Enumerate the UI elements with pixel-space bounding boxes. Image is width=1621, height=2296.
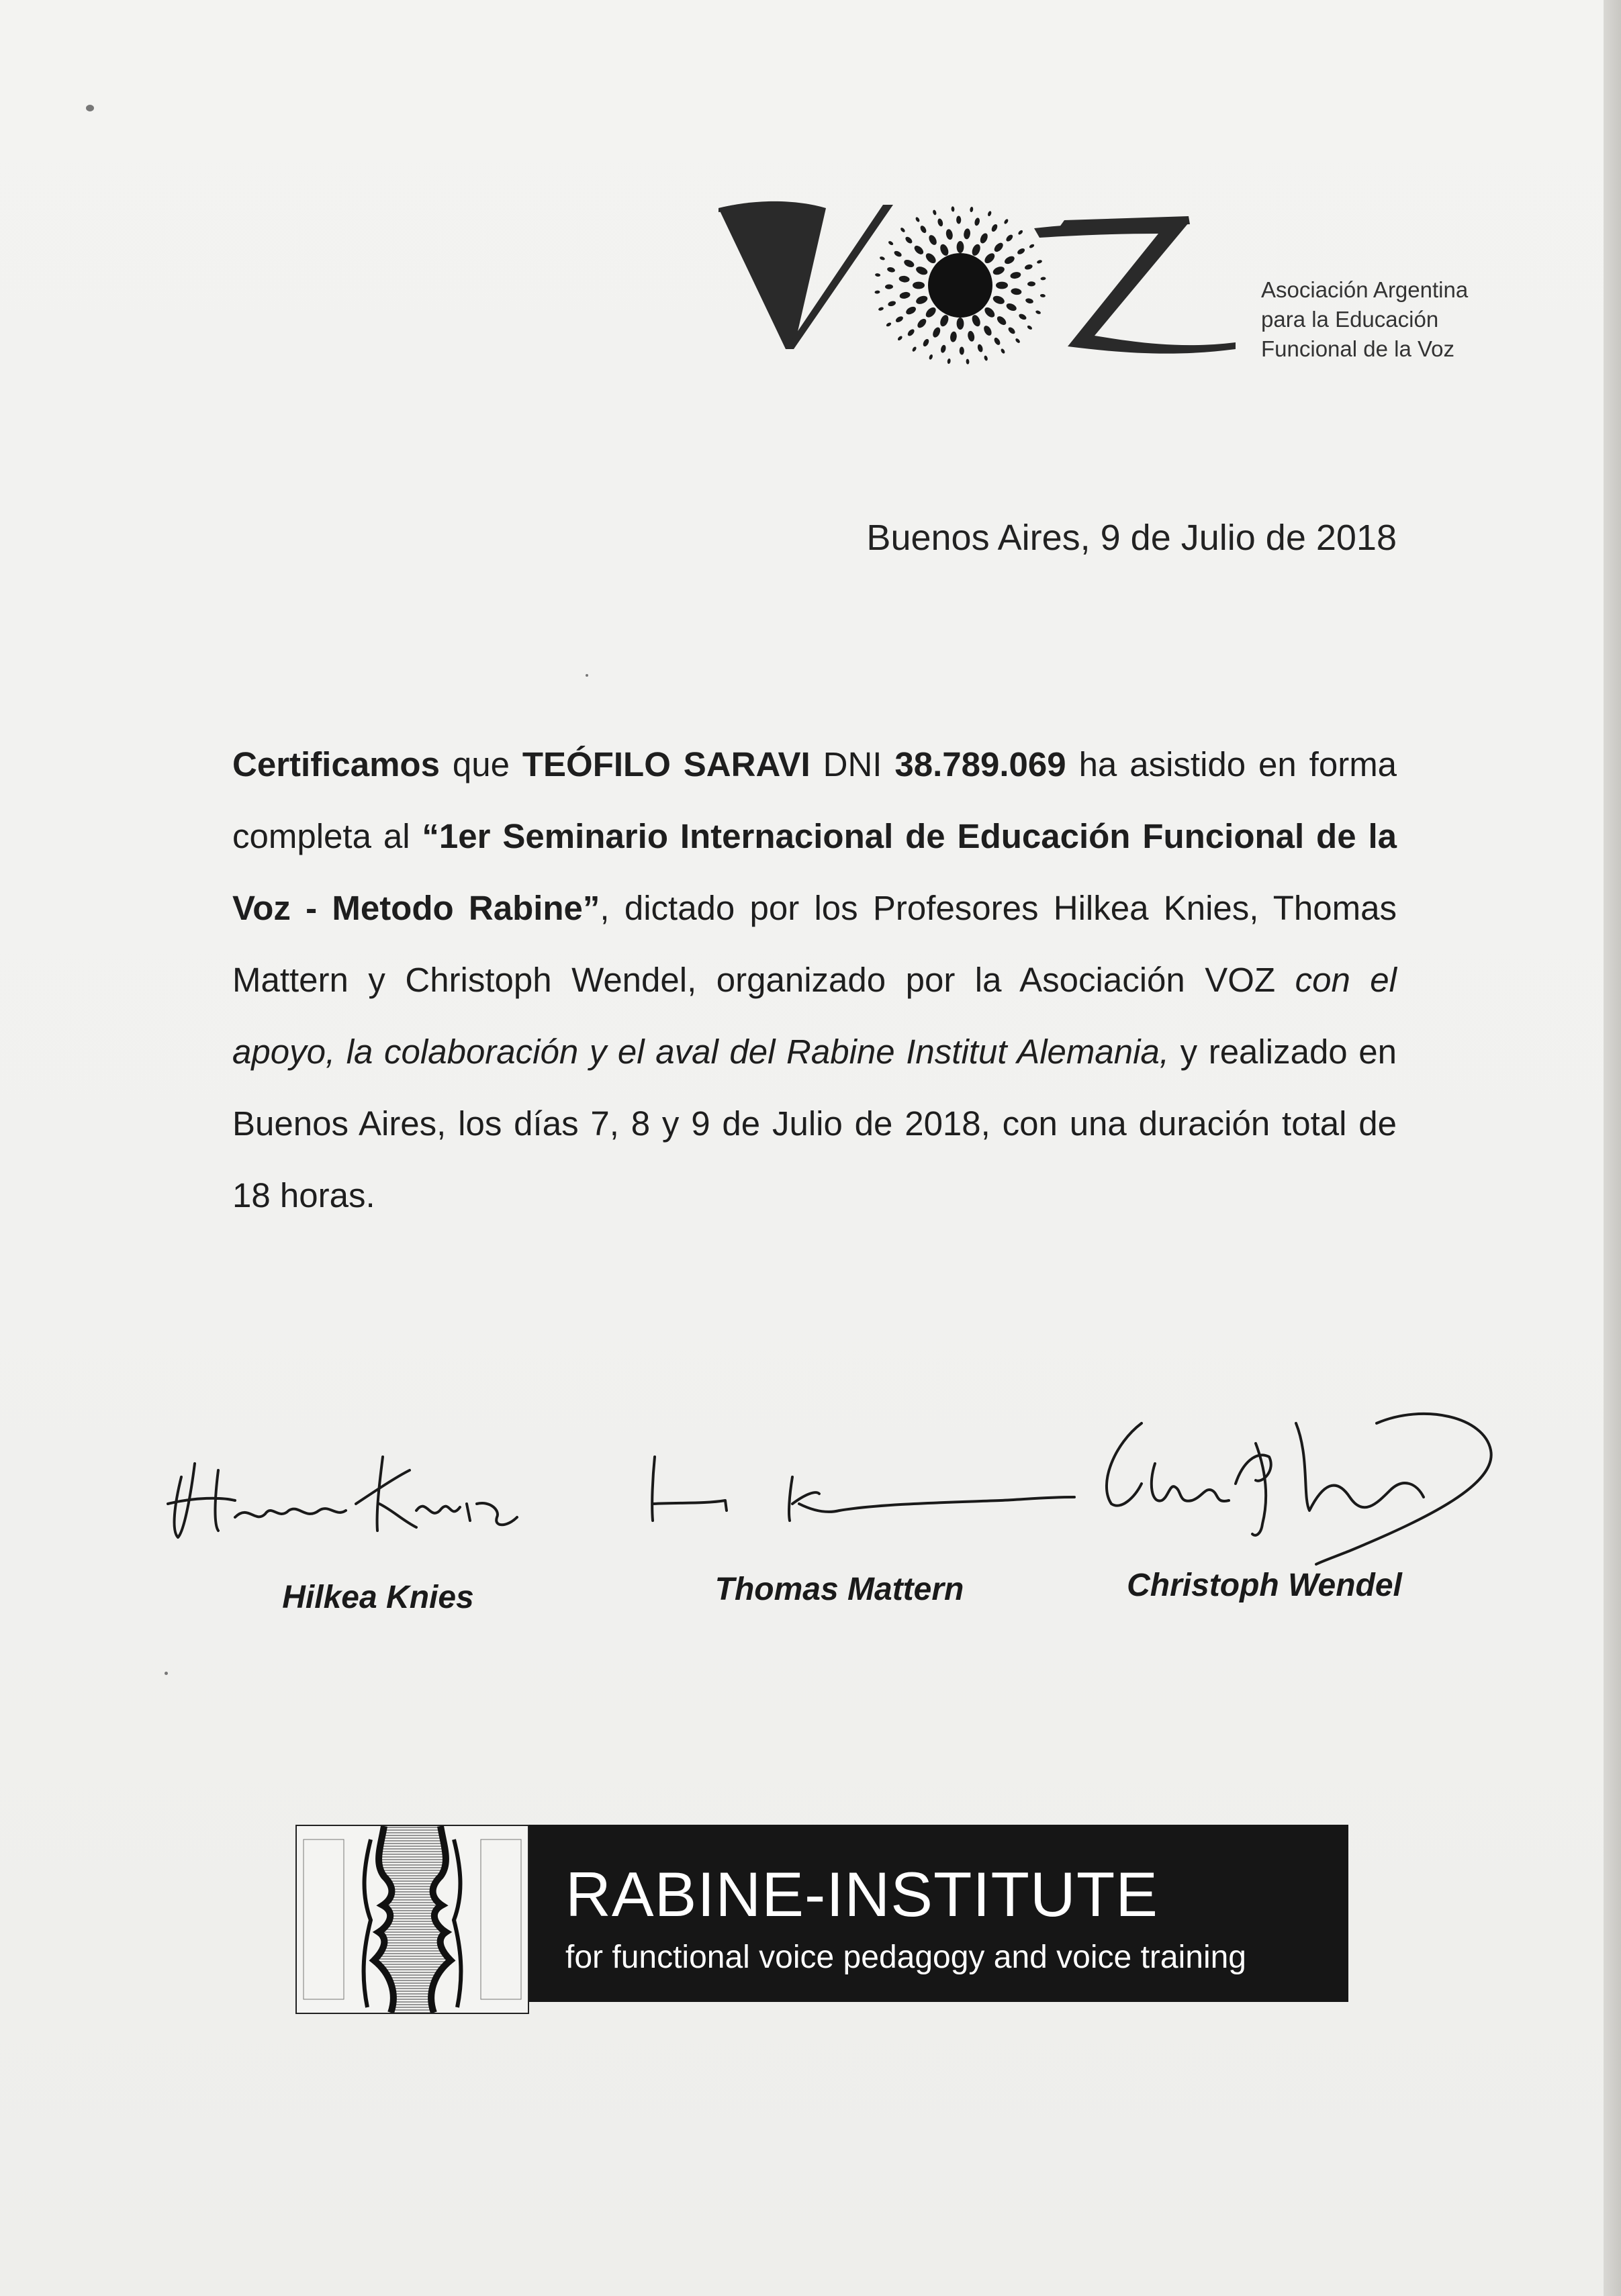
recipient-name: TEÓFILO SARAVI — [522, 745, 810, 783]
paper-speck — [586, 674, 588, 677]
signature-area — [154, 1403, 1511, 1645]
paper-speck — [86, 105, 94, 111]
certify-word: Certificamos — [232, 745, 440, 783]
institute-title: RABINE-INSTITUTE — [565, 1859, 1158, 1929]
body-text-3: y realizado en Buenos Aires, los días 7, 8 y 9 de Julio de 2018, con una duración total de 18 horas. — [232, 1033, 1397, 1214]
paper-edge — [1604, 0, 1621, 2296]
association-line: para la Educación — [1261, 307, 1439, 332]
body-italic-text: con el apoyo, la colaboración y el aval del Rabine Institut Alemania, — [232, 961, 1397, 1071]
signatory-name-christoph: Christoph Wendel — [1127, 1568, 1402, 1603]
voz-logo — [719, 181, 1256, 396]
association-line: Asociación Argentina — [1261, 277, 1469, 302]
faces-illusion-art — [297, 1826, 528, 2013]
association-name — [1261, 275, 1468, 364]
paper-speck — [165, 1672, 168, 1675]
body-text-2: , dictado por los Profesores Hilkea Knies, Thomas Mattern y Christoph Wendel, organizado por la Asociación VOZ — [232, 889, 1397, 999]
dni-number: 38.789.069 — [894, 745, 1066, 783]
association-line: Funcional de la Voz — [1261, 336, 1455, 361]
que-word: que — [452, 745, 510, 783]
certificate-body — [232, 728, 1397, 1231]
date-line: Buenos Aires, 9 de Julio de 2018 — [866, 518, 1397, 558]
banner-text-block — [529, 1825, 1348, 2002]
seminar-title: “1er Seminario Internacional de Educación Funcional de la Voz - Metodo Rabine” — [232, 817, 1397, 927]
body-text-1: ha asistido en forma completa al — [232, 745, 1397, 855]
signatures-drawing — [154, 1403, 1511, 1578]
signatory-name-thomas: Thomas Mattern — [714, 1572, 964, 1607]
dni-label: DNI — [823, 745, 882, 783]
signatory-name-hilkea: Hilkea Knies — [282, 1580, 474, 1615]
faces-vase-illusion-image — [295, 1825, 529, 2014]
signature-hilkea-knies — [168, 1457, 517, 1537]
institute-subtitle: for functional voice pedagogy and voice training — [565, 1940, 1246, 1975]
signature-christoph-wendel — [1107, 1414, 1491, 1564]
signature-thomas-mattern — [652, 1457, 1074, 1521]
rabine-institute-banner — [295, 1825, 1348, 2014]
